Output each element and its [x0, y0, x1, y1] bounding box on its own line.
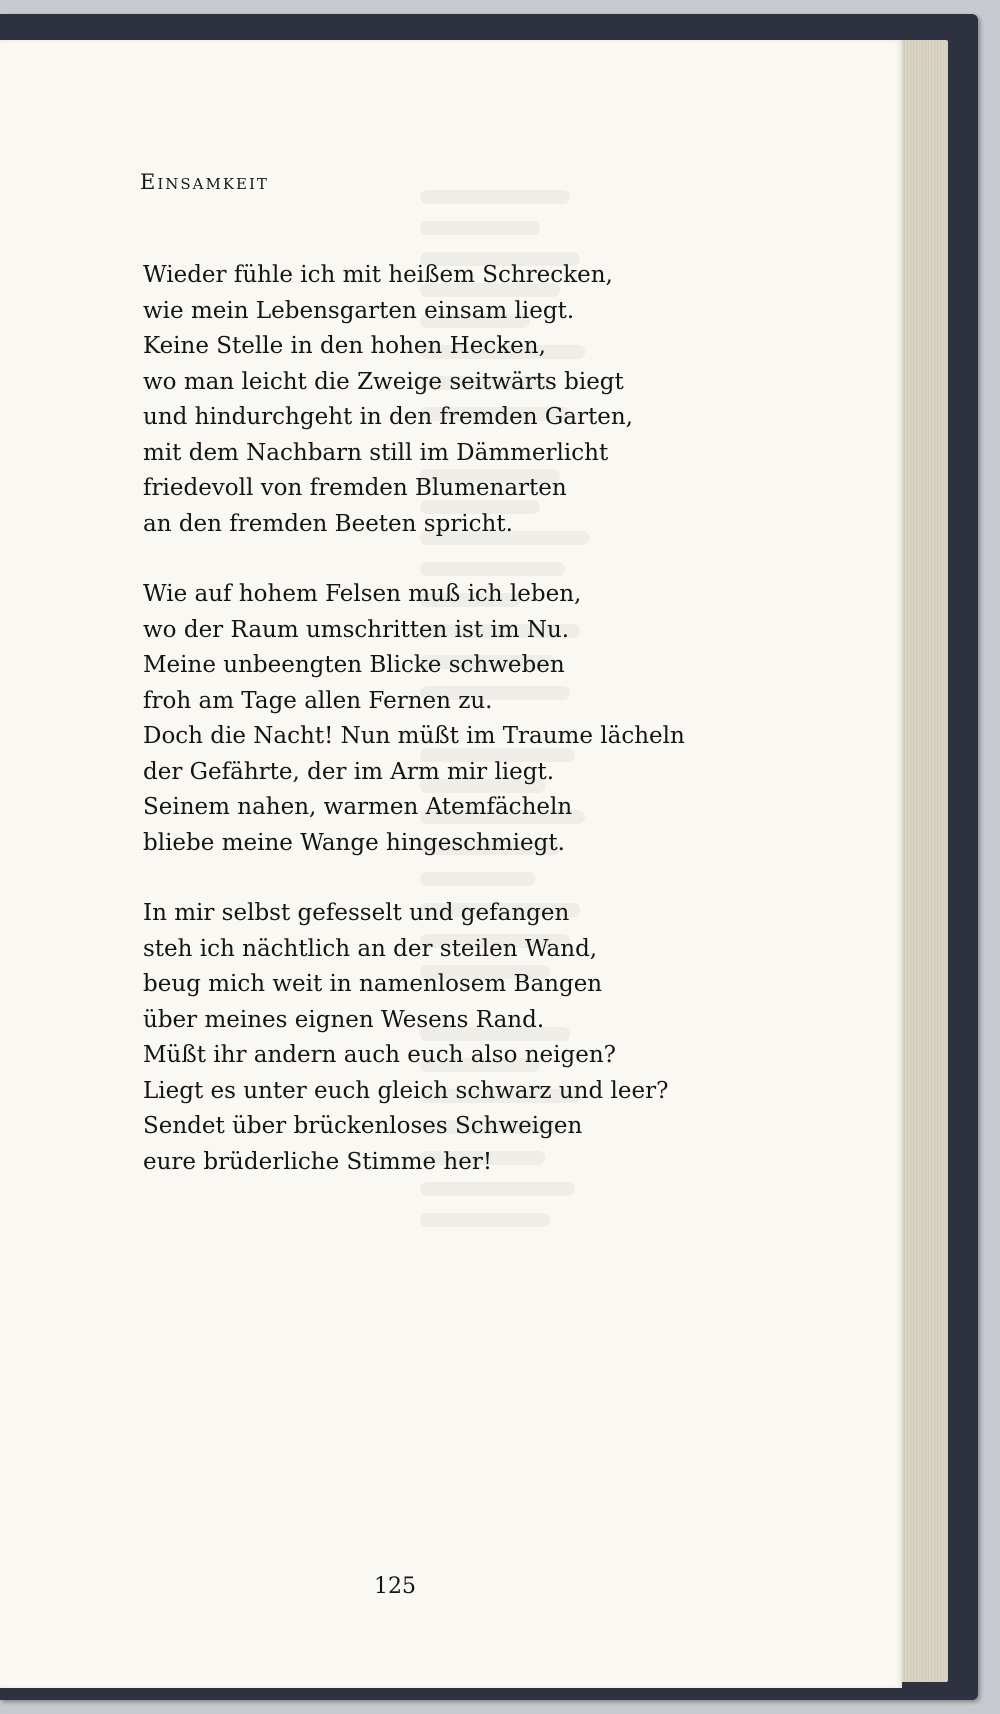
poem-body — [143, 258, 883, 1215]
poem-line: steh ich nächtlich an der steilen Wand, — [143, 935, 598, 962]
poem-line: froh am Tage allen Fernen zu. — [143, 687, 493, 714]
show-through-line — [420, 190, 570, 204]
show-through-line — [420, 1213, 550, 1227]
poem-line: über meines eignen Wesens Rand. — [143, 1006, 545, 1033]
poem-line: wo der Raum umschritten ist im Nu. — [143, 616, 570, 643]
poem-line: Seinem nahen, warmen Atemfächeln — [143, 794, 573, 820]
poem-line: eure brüderliche Stimme her! — [143, 1148, 493, 1175]
poem-line: Keine Stelle in den hohen Hecken, — [143, 333, 546, 359]
book-page — [0, 40, 902, 1688]
page-number: 125 — [374, 1574, 416, 1599]
poem-line: der Gefährte, der im Arm mir liegt. — [143, 758, 555, 785]
stanza-3 — [143, 896, 883, 1180]
poem-line: wo man leicht die Zweige seitwärts biegt — [143, 368, 624, 395]
poem-line: In mir selbst gefesselt und gefangen — [143, 900, 570, 926]
poem-line: beug mich weit in namenlosem Bangen — [143, 971, 603, 997]
poem-line: Meine unbeengten Blicke schweben — [143, 652, 565, 678]
poem-line: Müßt ihr andern auch euch also neigen? — [143, 1042, 616, 1068]
poem-line: mit dem Nachbarn still im Dämmerlicht — [143, 439, 609, 466]
show-through-line — [420, 221, 540, 235]
stanza-1 — [143, 258, 883, 542]
poem-title: Einsamkeit — [140, 170, 269, 194]
poem-line: wie mein Lebensgarten einsam liegt. — [143, 297, 575, 324]
poem-line: Sendet über brückenloses Schweigen — [143, 1113, 583, 1139]
page-edges — [898, 40, 948, 1682]
poem-line: bliebe meine Wange hingeschmiegt. — [143, 829, 565, 856]
poem-line: Wieder fühle ich mit heißem Schrecken, — [143, 262, 613, 288]
poem-line: Wie auf hohem Felsen muß ich leben, — [143, 581, 582, 607]
stanza-2 — [143, 577, 883, 861]
poem-line: an den fremden Beeten spricht. — [143, 510, 513, 537]
poem-line: Doch die Nacht! Nun müßt im Traume lächeln — [143, 723, 685, 749]
poem-line: und hindurchgeht in den fremden Garten, — [143, 404, 633, 430]
poem-line: friedevoll von fremden Blumenarten — [143, 475, 567, 501]
poem-line: Liegt es unter euch gleich schwarz und leer? — [143, 1077, 669, 1104]
